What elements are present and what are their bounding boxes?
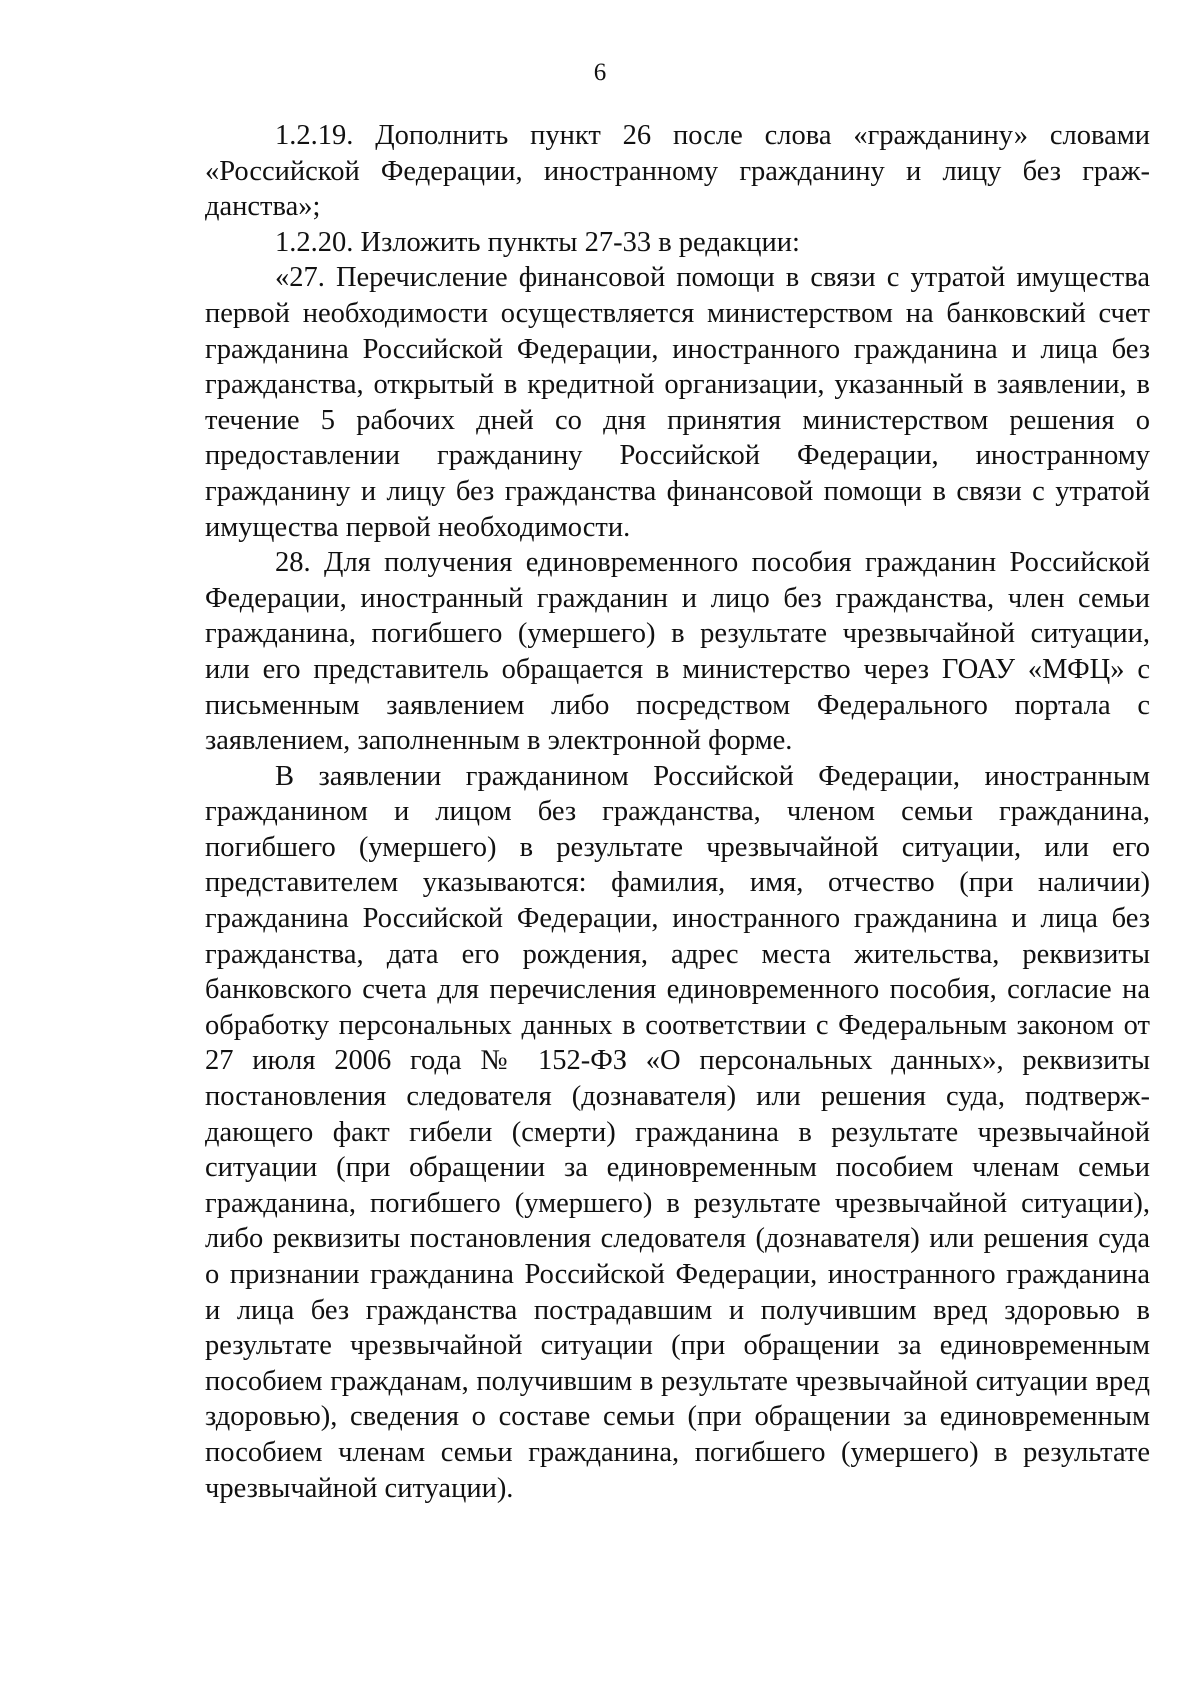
paragraph-item-27: «27. Перечисление финансовой помощи в связи с утратой имущества первой необходимости осуществляется министерством на банковский счет гражданина Российской Федерации, иностранного гражданина и лица без гражданства, открытый в кредитной организации, указанный в заявлении, в течение 5 рабочих дней со дня принятия министерством решения о предоставлении гражданину Российской Федерации, иностранному гражданину и лицу без гражданства финансовой помощи в связи с утратой имущества первой необходимости. (205, 262, 1150, 543)
paragraph-application-contents: В заявлении гражданином Российской Федерации, иностранным гражданином и лицом без гражданства, членом семьи гражданина, погибшего (умершего) в результате чрезвычайной ситуации, или его представителем указываются: фамилия, имя, отчество (при наличии) гражданина Российской Федерации, иностранного гражданина и лица без гражданства, дата его рождения, адрес места жительства, реквизиты банковского счета для перечисления единовременного пособия, согласие на обработку персональных данных в соответствии с Федеральным законом от 27 июля 2006 года № 152-ФЗ «О персональных данных», реквизиты постановления следователя (дознавателя) или решения суда, подтверждающего факт гибели (смерти) гражданина в результате чрезвычайной ситуации (при обращении за единовременным пособием членам семьи гражданина, погибшего (умершего) в результате чрезвычайной ситуации), либо реквизиты постановления следователя (дознавателя) или решения суда о признании гражданина Российской Федерации, иностранного гражданина и лица без гражданства пострадавшим и получившим вред здоровью в результате чрезвычайной ситуации (при обращении за единовременным пособием гражданам, получившим в результате чрезвычайной ситуации вред здоровью), сведения о составе семьи (при обращении за единовременным пособием членам семьи гражданина, погибшего (умершего) в результате чрезвычайной ситуации). (205, 760, 1150, 1504)
document-body (205, 118, 1150, 1506)
paragraph-item-28: 28. Для получения единовременного пособия гражданин Российской Федерации, иностранный гражданин и лицо без гражданства, член семьи гражданина, погибшего (умершего) в результате чрезвычайной ситуации, или его представитель обращается в министерство через ГОАУ «МФЦ» с письменным заявлением либо посредством Федерального портала с заявлением, заполненным в электронной форме. (205, 547, 1150, 757)
paragraph-1-2-19: 1.2.19. Дополнить пункт 26 после слова «гражданину» словами «Российской Федерации, иностранному гражданину и лицу без гражданства»; (205, 120, 1150, 223)
page-number: 6 (593, 59, 607, 86)
paragraph-1-2-20: 1.2.20. Изложить пункты 27-33 в редакции: (275, 226, 800, 258)
